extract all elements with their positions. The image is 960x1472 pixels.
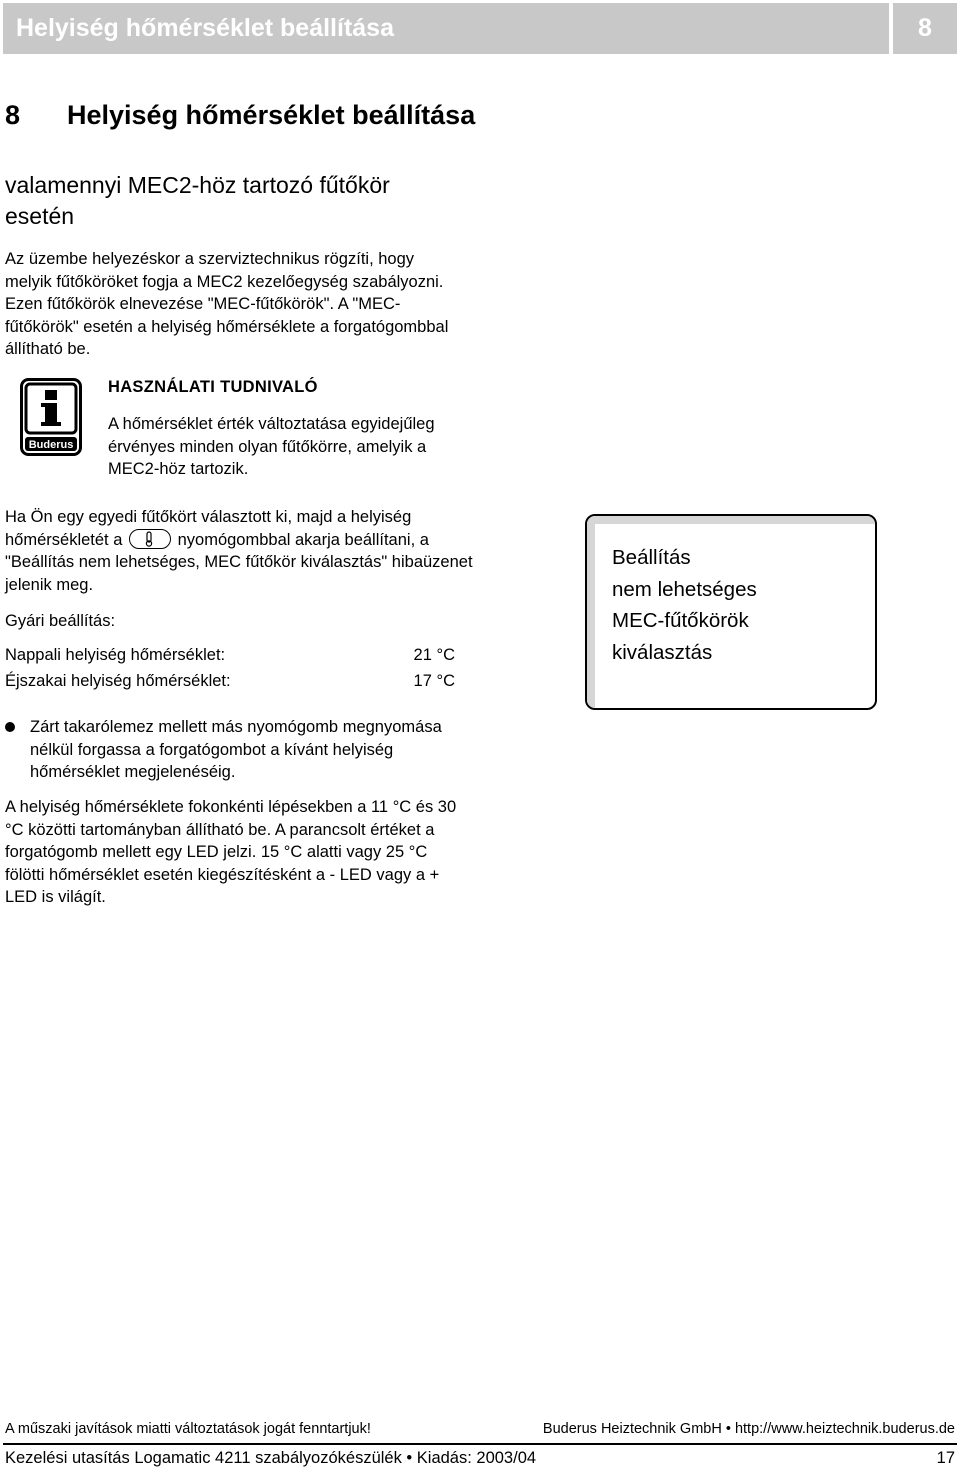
footer-manual-title: Kezelési utasítás Logamatic 4211 szabályozókészülék • Kiadás: 2003/04: [5, 1449, 537, 1467]
temperature-range-paragraph: A helyiség hőmérséklete fokonkénti lépésekben a 11 °C és 30 °C közötti tartományban állítható be. A parancsolt értéket a forgatógomb mellett egy LED jelzi. 15 °C alatti vagy 25 °C fölötti hőmérséklet esetén kiegészítésként a - LED vagy a + LED is világít.: [5, 798, 457, 906]
header-title: Helyiség hőmérséklet beállítása: [3, 3, 889, 54]
setting-name: Nappali helyiség hőmérséklet:: [5, 646, 226, 664]
thermometer-icon: [143, 531, 155, 547]
display-line: nem lehetséges: [612, 577, 757, 601]
footer-disclaimer: A műszaki javítások miatti változtatások jogát fenntartjuk!: [5, 1421, 371, 1437]
header-chapter-number: 8: [893, 3, 957, 54]
display-panel: [585, 514, 877, 710]
note-text: A hőmérséklet érték változtatása egyidejűleg érvényes minden olyan fűtőkörre, amelyik a MEC2-höz tartozik.: [108, 415, 435, 478]
display-line: Beállítás: [612, 546, 691, 569]
individual-text-part2: nyomógombbal akarja beállítani, a "Beállítás nem lehetséges, MEC fűtőkör kiválasztás" hibaüzenet jelenik meg.: [5, 530, 473, 594]
display-line: MEC-fűtőkörök: [612, 609, 749, 632]
setting-value: 21 °C: [413, 646, 455, 664]
display-message: [612, 542, 757, 668]
factory-settings-table: [5, 642, 455, 694]
individual-text-part1: Ha Ön egy egyedi fűtőkört választott ki, majd a helyiség hőmérsékletét a: [5, 508, 412, 549]
info-icon: [20, 378, 82, 456]
thermometer-button: [129, 529, 171, 549]
display-line: kiválasztás: [612, 640, 713, 664]
bullet-icon: [5, 722, 15, 732]
note-title: HASZNÁLATI TUDNIVALÓ: [108, 378, 318, 396]
page-number: 17: [936, 1449, 955, 1467]
table-row: [5, 642, 455, 668]
section-heading: [5, 100, 475, 131]
footer-company: Buderus Heiztechnik GmbH • http://www.heiztechnik.buderus.de: [542, 1421, 955, 1437]
bullet-text: Zárt takarólemez mellett más nyomógomb megnyomása nélkül forgassa a forgatógombot a kívánt helyiség hőmérséklet megjelenéséig.: [30, 718, 442, 781]
factory-settings-label: Gyári beállítás:: [5, 612, 116, 630]
table-row: [5, 668, 455, 694]
intro-paragraph: Az üzembe helyezéskor a szerviztechnikus rögzíti, hogy melyik fűtőköröket fogja a MEC2 kezelőegység szabályozni. Ezen fűtőkörök elnevezése "MEC-fűtőkörök". A "MEC-fűtőkörök" esetén a helyiség hőmérséklete a forgatógombbal állítható be.: [5, 250, 449, 358]
subsection-title: valamennyi MEC2-höz tartozó fűtőkör esetén: [5, 172, 390, 229]
individual-circuit-paragraph: [5, 506, 475, 596]
section-number: 8: [5, 100, 21, 130]
section-title: Helyiség hőmérséklet beállítása: [67, 100, 476, 130]
setting-name: Éjszakai helyiség hőmérséklet:: [5, 672, 231, 690]
info-icon-label: Buderus: [28, 439, 74, 451]
setting-value: 17 °C: [413, 672, 455, 690]
footer-divider: [3, 1443, 957, 1445]
